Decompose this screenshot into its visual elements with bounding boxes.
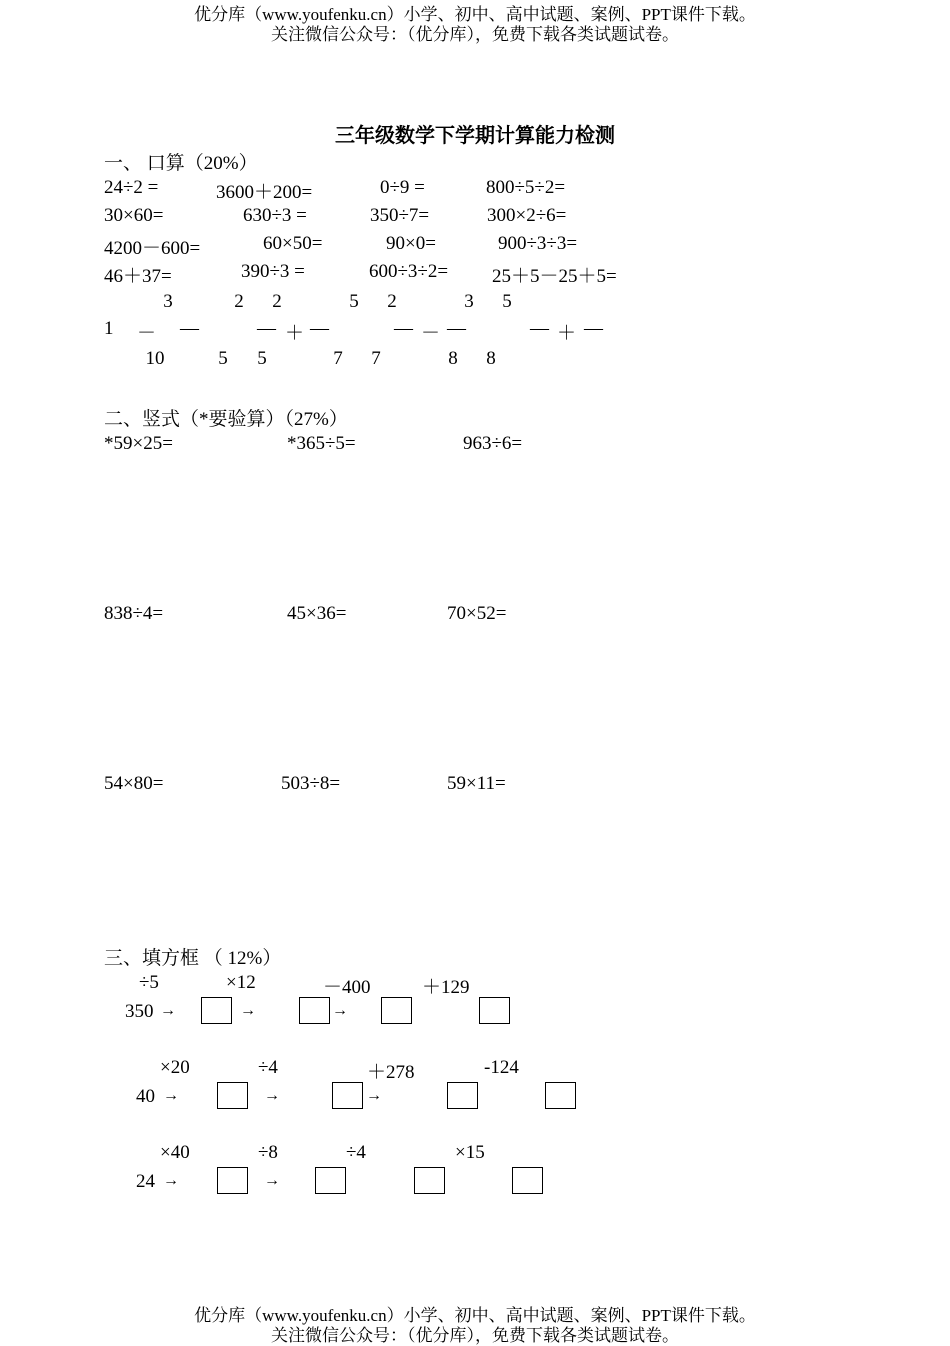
fraction-bar: — (394, 318, 413, 339)
fraction-denominator: 7 (333, 348, 343, 369)
chain-operation: ÷4 (346, 1142, 366, 1163)
chain-start-value: 350 (125, 1001, 154, 1022)
answer-box[interactable] (217, 1082, 248, 1109)
answer-box[interactable] (512, 1167, 543, 1194)
column-calc-item: 503÷8= (281, 773, 341, 794)
answer-box[interactable] (217, 1167, 248, 1194)
fraction-denominator: 5 (218, 348, 228, 369)
fraction-bar: — (310, 318, 329, 339)
section3-heading: 三、填方框 （ 12%） (104, 948, 282, 969)
page-footer-line1: 优分库（www.youfenku.cn）小学、初中、高中试题、案例、PPT课件下载。 (194, 1306, 756, 1325)
chain-operation: ×40 (160, 1142, 190, 1163)
fraction-numerator: 3 (163, 291, 173, 312)
answer-box[interactable] (201, 997, 232, 1024)
fraction-operator: － (137, 323, 157, 344)
calc-item: 630÷3 = (243, 205, 307, 226)
fraction-bar: — (584, 318, 603, 339)
column-calc-item: 54×80= (104, 773, 164, 794)
chain-operation: ＋129 (422, 977, 470, 998)
fraction-denominator: 5 (257, 348, 267, 369)
chain-operation: ×15 (455, 1142, 485, 1163)
chain-start-value: 40 (136, 1086, 155, 1107)
fraction-denominator: 7 (371, 348, 381, 369)
calc-item: 30×60= (104, 205, 164, 226)
arrow-icon: → (163, 1087, 179, 1104)
column-calc-item: 838÷4= (104, 603, 164, 624)
fraction-denominator: 8 (486, 348, 496, 369)
chain-operation: -124 (484, 1057, 519, 1078)
fraction-bar: — (447, 318, 466, 339)
fraction-denominator: 8 (448, 348, 458, 369)
fraction-bar: — (257, 318, 276, 339)
answer-box[interactable] (447, 1082, 478, 1109)
fraction-numerator: 5 (502, 291, 512, 312)
chain-operation: －400 (323, 977, 371, 998)
answer-box[interactable] (479, 997, 510, 1024)
calc-item: 24÷2 = (104, 177, 159, 198)
calc-item: 60×50= (263, 233, 323, 254)
calc-item: 90×0= (386, 233, 436, 254)
fraction-bar: — (180, 318, 199, 339)
chain-operation: ×20 (160, 1057, 190, 1078)
page-header-line2: 关注微信公众号：（优分库），免费下载各类试题试卷。 (271, 25, 679, 44)
page-title: 三年级数学下学期计算能力检测 (335, 125, 615, 147)
calc-item: 600÷3÷2= (369, 261, 449, 282)
calc-item: 350÷7= (370, 205, 430, 226)
fraction-operator: － (421, 323, 441, 344)
answer-box[interactable] (299, 997, 330, 1024)
column-calc-item: 70×52= (447, 603, 507, 624)
column-calc-item: 45×36= (287, 603, 347, 624)
fraction-numerator: 3 (464, 291, 474, 312)
calc-item: 300×2÷6= (487, 205, 567, 226)
fraction-numerator: 2 (272, 291, 282, 312)
column-calc-item: *365÷5= (287, 433, 356, 454)
fraction-numerator: 2 (387, 291, 397, 312)
fraction-leading-number: 1 (104, 318, 114, 339)
answer-box[interactable] (381, 997, 412, 1024)
fraction-denominator: 10 (145, 348, 165, 369)
arrow-icon: → (264, 1172, 280, 1189)
calc-item: 900÷3÷3= (498, 233, 578, 254)
fraction-operator: ＋ (285, 323, 305, 344)
calc-item: 25＋5－25＋5= (492, 266, 617, 287)
answer-box[interactable] (315, 1167, 346, 1194)
fraction-numerator: 5 (349, 291, 359, 312)
answer-box[interactable] (545, 1082, 576, 1109)
arrow-icon: → (163, 1172, 179, 1189)
calc-item: 46＋37= (104, 266, 172, 287)
column-calc-item: 963÷6= (463, 433, 523, 454)
page-footer-line2: 关注微信公众号：（优分库），免费下载各类试题试卷。 (271, 1326, 679, 1345)
section1-heading: 一、 口算（20%） (104, 153, 258, 174)
calc-item: 0÷9 = (380, 177, 425, 198)
fraction-operator: ＋ (557, 323, 577, 344)
chain-operation: ÷8 (258, 1142, 278, 1163)
answer-box[interactable] (414, 1167, 445, 1194)
calc-item: 390÷3 = (241, 261, 305, 282)
section2-heading: 二、竖式（*要验算）（27%） (104, 409, 348, 430)
page-header-line1: 优分库（www.youfenku.cn）小学、初中、高中试题、案例、PPT课件下载。 (194, 5, 756, 24)
arrow-icon: → (366, 1087, 382, 1104)
calc-item: 4200－600= (104, 238, 201, 259)
arrow-icon: → (240, 1002, 256, 1019)
arrow-icon: → (264, 1087, 280, 1104)
calc-item: 800÷5÷2= (486, 177, 566, 198)
answer-box[interactable] (332, 1082, 363, 1109)
column-calc-item: 59×11= (447, 773, 506, 794)
fraction-numerator: 2 (234, 291, 244, 312)
chain-operation: ＋278 (367, 1062, 415, 1083)
fraction-bar: — (530, 318, 549, 339)
chain-start-value: 24 (136, 1171, 155, 1192)
chain-operation: ÷4 (258, 1057, 278, 1078)
arrow-icon: → (160, 1002, 176, 1019)
chain-operation: ×12 (226, 972, 256, 993)
arrow-icon: → (332, 1002, 348, 1019)
chain-operation: ÷5 (139, 972, 159, 993)
calc-item: 3600＋200= (216, 182, 313, 203)
column-calc-item: *59×25= (104, 433, 173, 454)
